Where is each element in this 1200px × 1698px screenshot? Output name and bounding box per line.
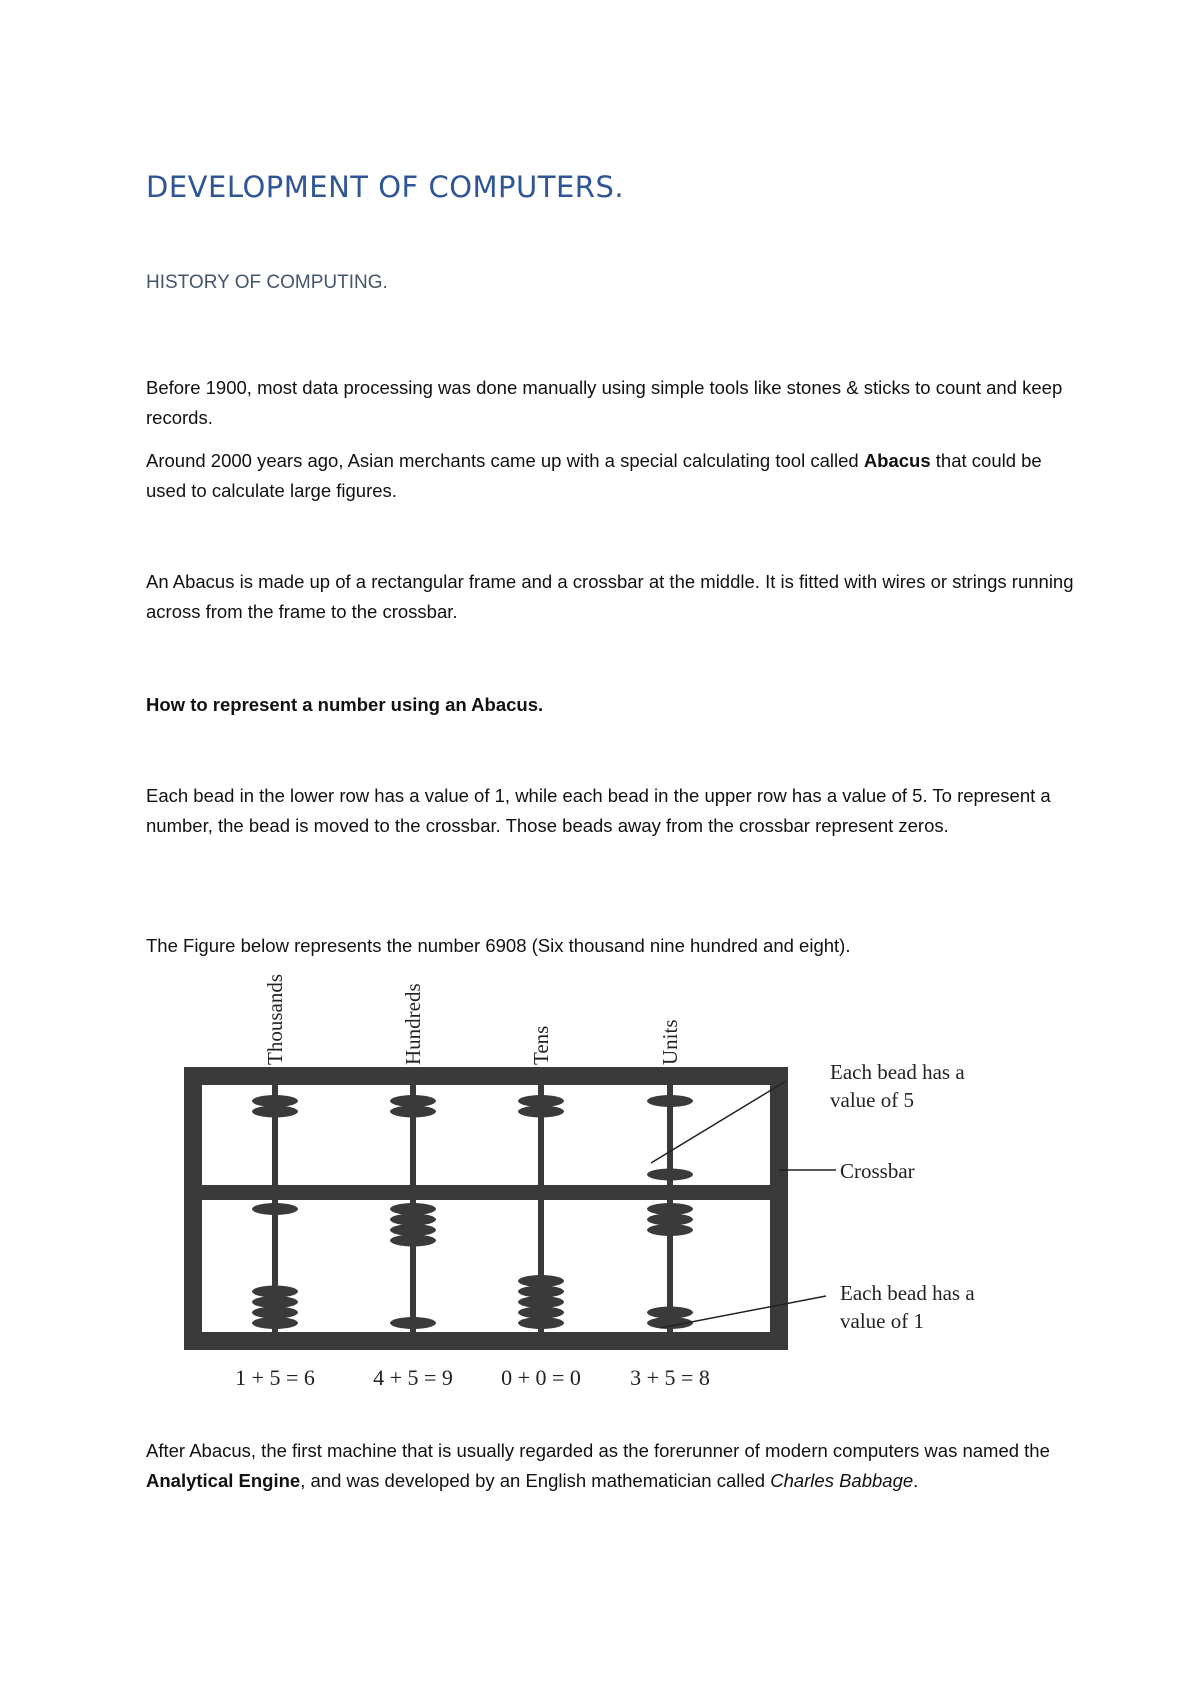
abacus-diagram bbox=[150, 965, 1030, 1405]
lower-bead-away bbox=[518, 1307, 564, 1319]
upper-bead bbox=[647, 1169, 693, 1181]
p6-text-middle: , and was developed by an English mathematician called bbox=[300, 1470, 771, 1491]
page-title: DEVELOPMENT OF COMPUTERS. bbox=[146, 170, 625, 204]
column-sum: 1 + 5 = 6 bbox=[235, 1365, 315, 1390]
lower-bead-at-crossbar bbox=[647, 1203, 693, 1215]
annotation-upper-line1: Each bead has a bbox=[830, 1060, 965, 1084]
column-label-tens: Tens bbox=[529, 1025, 553, 1065]
abacus-crossbar bbox=[193, 1185, 779, 1200]
paragraph-abacus-origin bbox=[146, 446, 1086, 506]
lower-bead-away bbox=[390, 1317, 436, 1329]
column-label-units: Units bbox=[658, 1019, 682, 1065]
column-sum: 4 + 5 = 9 bbox=[373, 1365, 453, 1390]
lower-bead-at-crossbar bbox=[390, 1214, 436, 1226]
lower-bead-at-crossbar bbox=[390, 1224, 436, 1236]
lower-bead-away bbox=[252, 1286, 298, 1298]
p6-text-after: . bbox=[913, 1470, 919, 1491]
column-label-hundreds: Hundreds bbox=[401, 983, 425, 1065]
lower-bead-at-crossbar bbox=[390, 1203, 436, 1215]
upper-bead bbox=[390, 1095, 436, 1107]
upper-bead bbox=[252, 1095, 298, 1107]
upper-bead bbox=[518, 1095, 564, 1107]
paragraph-before-1900: Before 1900, most data processing was done manually using simple tools like stones & sticks to count and keep records. bbox=[146, 377, 1063, 428]
upper-bead bbox=[252, 1106, 298, 1118]
lower-bead-away bbox=[252, 1317, 298, 1329]
lower-bead-away bbox=[518, 1317, 564, 1329]
annotation-crossbar: Crossbar bbox=[840, 1159, 915, 1183]
column-sum: 0 + 0 = 0 bbox=[501, 1365, 581, 1390]
p2-text-after: that could be used to calculate large figures. bbox=[146, 450, 1042, 501]
p2-bold-abacus: Abacus bbox=[863, 450, 931, 471]
lower-bead-away bbox=[647, 1307, 693, 1319]
lower-bead-at-crossbar bbox=[252, 1203, 298, 1215]
p2-text-before: Around 2000 years ago, Asian merchants came up with a special calculating tool called bbox=[146, 450, 864, 471]
paragraph-bead-values: Each bead in the lower row has a value of 1, while each bead in the upper row has a value of 5. To represent a number, the bead is moved to the crossbar. Those beads away from the crossbar represent zeros. bbox=[146, 785, 1051, 836]
upper-bead bbox=[518, 1106, 564, 1118]
annotation-upper-line2: value of 5 bbox=[830, 1088, 914, 1112]
upper-bead bbox=[647, 1095, 693, 1107]
annotation-lower-line2: value of 1 bbox=[840, 1309, 924, 1333]
lower-bead-at-crossbar bbox=[390, 1235, 436, 1247]
paragraph-abacus-structure: An Abacus is made up of a rectangular frame and a crossbar at the middle. It is fitted with wires or strings running across from the frame to the crossbar. bbox=[146, 571, 1074, 622]
lower-bead-away bbox=[252, 1307, 298, 1319]
abacus-figure bbox=[150, 965, 1030, 1405]
lower-bead-away bbox=[518, 1296, 564, 1308]
p6-bold-analytical-engine: Analytical Engine bbox=[146, 1470, 301, 1491]
paragraph-analytical-engine bbox=[146, 1436, 1086, 1496]
lower-bead-away bbox=[518, 1275, 564, 1287]
lower-bead-at-crossbar bbox=[647, 1214, 693, 1226]
column-label-thousands: Thousands bbox=[263, 974, 287, 1065]
column-sum: 3 + 5 = 8 bbox=[630, 1365, 710, 1390]
annotation-lower-line1: Each bead has a bbox=[840, 1281, 975, 1305]
p6-text-before: After Abacus, the first machine that is usually regarded as the forerunner of modern computers was named the bbox=[146, 1440, 1050, 1461]
upper-bead bbox=[390, 1106, 436, 1118]
lower-bead-at-crossbar bbox=[647, 1224, 693, 1236]
p6-italic-babbage: Charles Babbage bbox=[770, 1470, 914, 1491]
lower-bead-away bbox=[252, 1296, 298, 1308]
section-subtitle: HISTORY OF COMPUTING. bbox=[146, 272, 388, 293]
lower-bead-away bbox=[518, 1286, 564, 1298]
section-heading-represent: How to represent a number using an Abacus. bbox=[146, 694, 544, 715]
paragraph-figure-intro: The Figure below represents the number 6908 (Six thousand nine hundred and eight). bbox=[146, 935, 851, 956]
